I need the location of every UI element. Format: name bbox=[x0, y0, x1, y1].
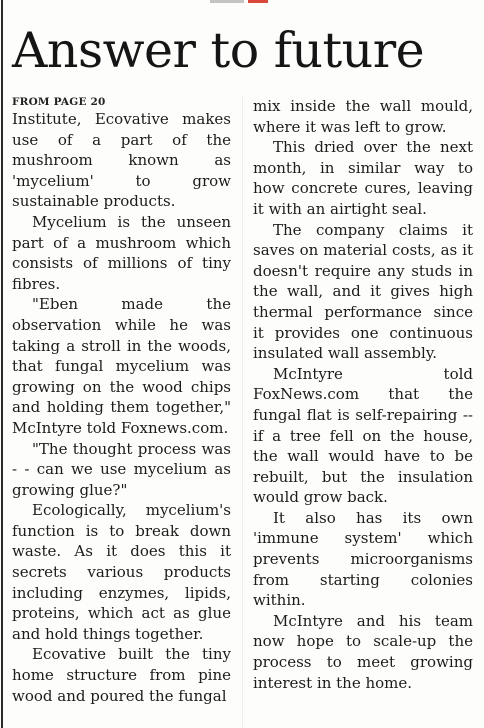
paragraph: This dried over the next month, in similar way to how concrete cures, leaving it with an airtight seal. bbox=[253, 138, 473, 218]
column-gutter bbox=[242, 96, 243, 728]
paragraph: Institute, Ecovative makes use of a part of the mushroom known as 'mycelium' to grow sustainable products. bbox=[12, 110, 231, 211]
headline: Answer to future bbox=[12, 22, 425, 79]
paragraph: McIntyre told FoxNews.com that the fungal flat is self-repairing -- if a tree fell on the house, the wall would have to be rebuilt, but the insulation would grow back. bbox=[253, 364, 473, 507]
paragraph: The company claims it saves on material costs, as it doesn't require any studs in the wall, and it gives high thermal performance since it provides one continuous insulated wall assembly. bbox=[253, 220, 473, 363]
paragraph: "Eben made the observation while he was taking a stroll in the woods, that fungal mycelium was growing on the wood chips and holding them together," McIntyre told Foxnews.com. bbox=[12, 295, 231, 437]
masthead-fragment bbox=[210, 0, 300, 3]
left-column bbox=[12, 96, 231, 706]
paragraph: Ecovative built the tiny home structure from pine wood and poured the fungal bbox=[12, 645, 231, 705]
jump-label: FROM PAGE 20 bbox=[12, 96, 106, 108]
right-column bbox=[253, 96, 473, 693]
paragraph: Ecologically, mycelium's function is to break down waste. As it does this it secrets various products including enzymes, lipids, proteins, which act as glue and hold things together. bbox=[12, 501, 231, 643]
paragraph: mix inside the wall mould, where it was left to grow. bbox=[253, 97, 473, 136]
paragraph: McIntyre and his team now hope to scale-up the process to meet growing interest in the home. bbox=[253, 611, 473, 692]
column-rule bbox=[1, 0, 3, 728]
paragraph: "The thought process was - - can we use mycelium as growing glue?" bbox=[12, 439, 231, 499]
masthead-fragment-grey bbox=[210, 0, 244, 3]
paragraph: It also has its own 'immune system' which prevents microorganisms from starting colonies within. bbox=[253, 508, 473, 610]
paragraph: Mycelium is the unseen part of a mushroom which consists of millions of tiny fibres. bbox=[12, 212, 231, 293]
masthead-fragment-red bbox=[248, 0, 268, 3]
